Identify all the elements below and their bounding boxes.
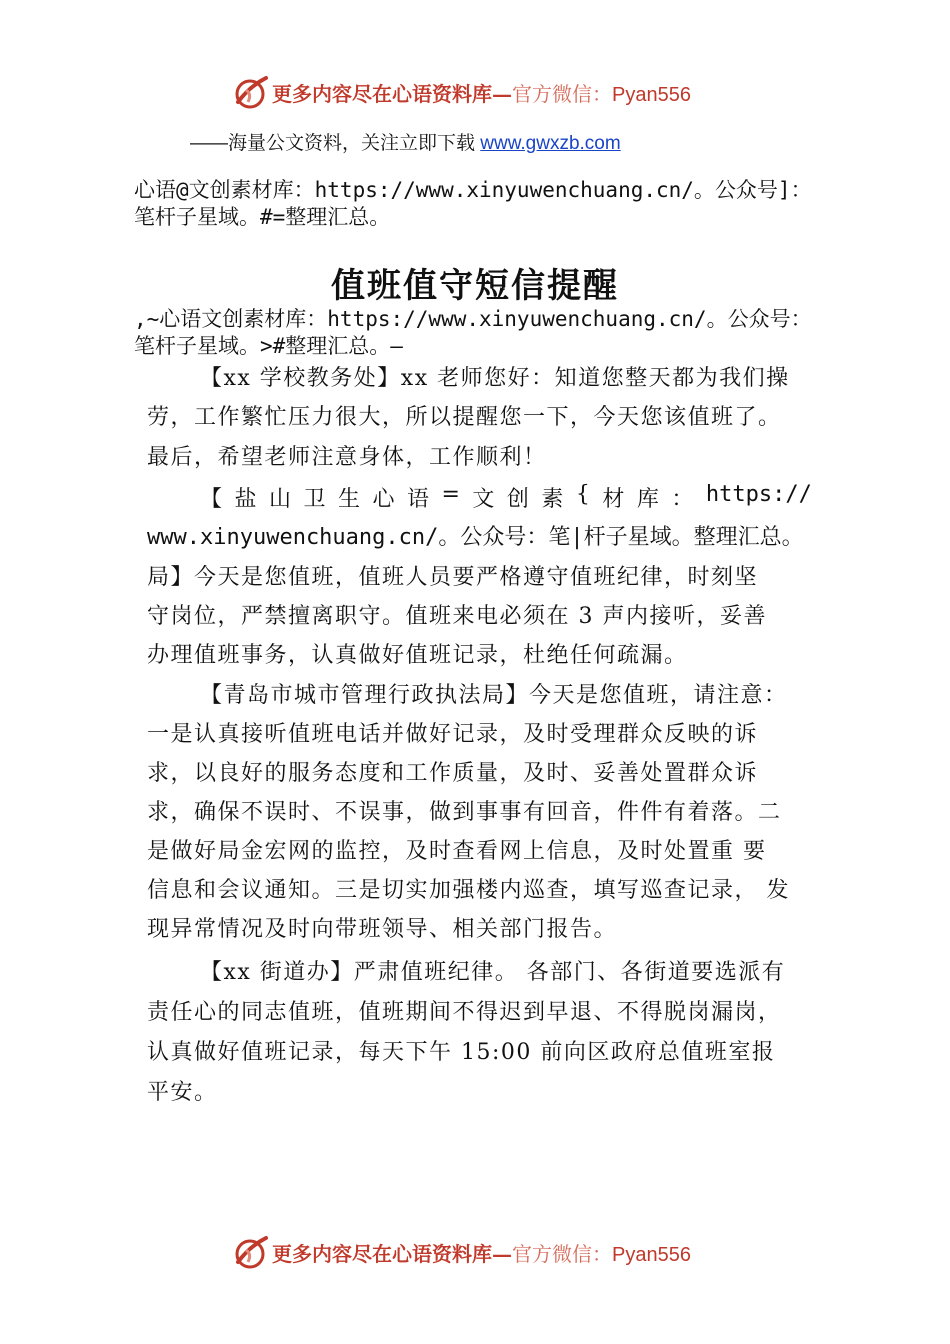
body-line: 【xx 街道办】严肃值班纪律。 各部门、各街道要选派有: [200, 960, 786, 985]
body-line-spread: 【 盐 山 卫 生 心 语 = 文 创 素 { 材 库 ： https://: [200, 482, 812, 512]
header-line: 笔杆子星域。#=整理汇总。: [134, 205, 391, 229]
body-line: 是做好局金宏网的监控，及时查看网上信息，及时处置重 要: [147, 839, 767, 864]
body-line: 求，以良好的服务态度和工作质量，及时、妥善处置群众诉: [147, 761, 759, 786]
body-line: www.xinyuwenchuang.cn/。公众号：笔|杆子星域。整理汇总。: [147, 525, 804, 550]
sub-line: 笔杆子星域。>#整理汇总。—: [134, 334, 403, 358]
header-banner: [0, 70, 950, 116]
banner-text: 更多内容尽在心语资料库—官方微信：Pyan556: [272, 82, 691, 106]
body-line: 求，确保不误时、不误事，做到事事有回音，件件有着落。二: [147, 800, 782, 825]
page-title: 值班值守短信提醒: [331, 266, 619, 306]
sub-line: ,~心语文创素材库：https://www.xinyuwenchuang.cn/。公众号：: [134, 307, 812, 331]
body-line: 办理值班事务，认真做好值班记录，杜绝任何疏漏。: [147, 643, 688, 668]
body-line: 平安。: [147, 1080, 218, 1105]
body-line: 【xx 学校教务处】xx 老师您好：知道您整天都为我们操: [200, 366, 790, 391]
body-line: 一是认真接听值班电话并做好记录，及时受理群众反映的诉: [147, 722, 759, 747]
header-line: 心语@文创素材库：https://www.xinyuwenchuang.cn/。公众号]：: [134, 178, 812, 202]
body-line: 守岗位，严禁擅离职守。值班来电必须在 3 声内接听，妥善: [147, 604, 767, 629]
body-line: 认真做好值班记录，每天下午 15:00 前向区政府总值班室报: [147, 1040, 776, 1065]
body-line: 【青岛市城市管理行政执法局】今天是您值班，请注意：: [200, 683, 788, 708]
body-line: 局】今天是您值班，值班人员要严格遵守值班纪律，时刻坚: [147, 565, 759, 590]
body-line: 现异常情况及时向带班领导、相关部门报告。: [147, 917, 618, 942]
body-line: 最后，希望老师注意身体，工作顺利！: [147, 445, 547, 470]
body-line: 责任心的同志值班，值班期间不得迟到早退、不得脱岗漏岗，: [147, 1000, 782, 1025]
download-notice: ——海量公文资料，关注立即下载 www.gwxzb.com: [190, 133, 621, 154]
brush-logo-icon: [232, 1232, 272, 1272]
footer-banner: [0, 1230, 950, 1276]
banner-text: 更多内容尽在心语资料库—官方微信：Pyan556: [272, 1242, 691, 1266]
body-line: 劳，工作繁忙压力很大，所以提醒您一下，今天您该值班了。: [147, 405, 782, 430]
brush-logo-icon: [232, 72, 272, 112]
body-line: 信息和会议通知。三是切实加强楼内巡查，填写巡查记录， 发: [147, 878, 790, 903]
download-link[interactable]: www.gwxzb.com: [480, 133, 621, 154]
